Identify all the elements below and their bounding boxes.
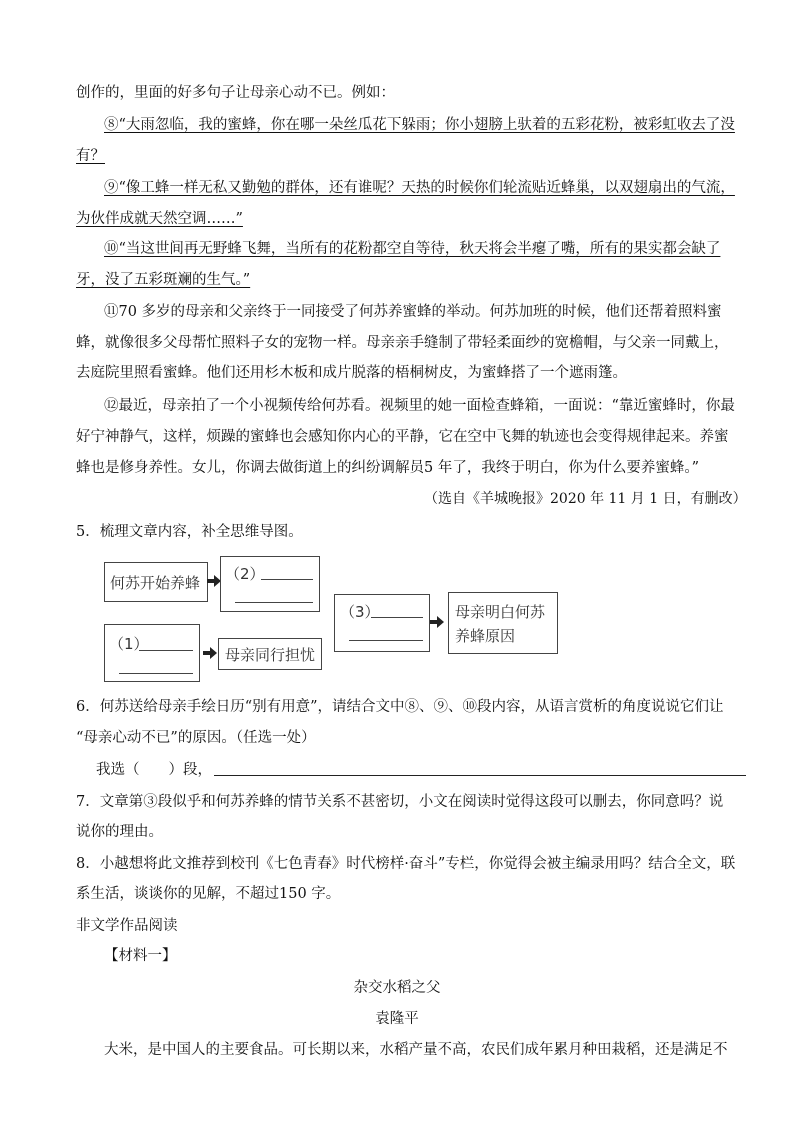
mindmap-box-1-label: （1）: [109, 635, 149, 653]
source-citation: （选自《羊城晚报》2020 年 11 月 1 日，有删改）: [424, 491, 747, 507]
paragraph-11-line-1: ⑪70 多岁的母亲和父亲终于一同接受了何苏养蜜蜂的举动。何苏加班的时候，他们还帮着照料蜜: [104, 304, 722, 320]
paragraph-8-line-1: ⑧“大雨忽临，我的蜜蜂，你在哪一朵丝瓜花下躲雨；你小翅膀上驮着的五彩花粉，被彩虹收去了没: [104, 117, 735, 133]
mindmap-box-1-blank-1[interactable]: [139, 650, 193, 651]
mindmap-box-worry-text: 母亲同行担忧: [225, 646, 316, 664]
mindmap-box-2: [220, 556, 320, 612]
mindmap-box-worry: [218, 638, 322, 670]
mindmap-box-1: [104, 624, 200, 682]
mindmap-box-2-blank-2[interactable]: [235, 602, 313, 603]
mindmap-box-3-blank-1[interactable]: [371, 617, 423, 618]
mindmap-box-start: [104, 562, 208, 602]
paragraph-9-line-2: 为伙伴成就天然空调……”: [76, 211, 243, 227]
paragraph-10-line-2: 牙，没了五彩斑斓的生气。”: [76, 272, 251, 288]
paragraph-8-line-2: 有？: [76, 148, 105, 164]
question-7-line-2: 说你的理由。: [76, 824, 163, 840]
mindmap-box-2-blank-1[interactable]: [261, 579, 313, 580]
section-heading: 非文学作品阅读: [76, 918, 178, 934]
paragraph-11-line-3: 去庭院里照看蜜蜂。他们还用杉木板和成片脱落的梧桐树皮，为蜜蜂搭了一个遮雨篷。: [76, 365, 627, 381]
article-paragraph-1: 大米，是中国人的主要食品。可长期以来，水稻产量不高，农民们成年累月种田栽稻，还是满足不: [104, 1042, 728, 1058]
arrow-right-icon: [203, 647, 217, 659]
mindmap-box-3-blank-2[interactable]: [349, 640, 423, 641]
question-8-line-1: 8．小越想将此文推荐到校刊《七色青春》时代榜样·奋斗”专栏，你觉得会被主编录用吗？结合全文，联: [76, 856, 736, 872]
arrow-right-icon: [430, 616, 444, 628]
article-author: 袁隆平: [375, 1011, 419, 1027]
question-5: 5．梳理文章内容，补全思维导图。: [76, 524, 303, 540]
mindmap-box-start-text: 何苏开始养蜂: [110, 574, 201, 592]
mindmap-box-3-label: （3）: [340, 603, 380, 621]
mindmap-box-end: [448, 592, 558, 654]
question-8-line-2: 系生活，谈谈你的见解，不超过150 字。: [76, 886, 341, 902]
mindmap-box-end-line-1: 母亲明白何苏: [455, 603, 546, 621]
question-6-line-1: 6．何苏送给母亲手绘日历“别有用意”，请结合文中⑧、⑨、⑩段内容，从语言赏析的角度说说它们让: [76, 699, 724, 715]
paragraph-12-line-3: 蜂也是修身养性。女儿，你调去做街道上的纠纷调解员5 年了，我终于明白，你为什么要养蜜蜂。”: [76, 460, 699, 476]
passage-intro: 创作的，里面的好多句子让母亲心动不已。例如：: [76, 85, 395, 101]
arrow-right-icon: [207, 575, 221, 587]
mindmap-box-2-label: （2）: [225, 565, 265, 583]
paragraph-11-line-2: 蜂，就像很多父母帮忙照料子女的宠物一样。母亲亲手缝制了带轻柔面纱的宽檐帽，与父亲一同戴上，: [76, 335, 729, 351]
paragraph-12-line-2: 好宁神静气，这样，烦躁的蜜蜂也会感知你内心的平静，它在空中飞舞的轨迹也会变得规律起来。养蜜: [76, 429, 729, 445]
material-label: 【材料一】: [104, 948, 177, 964]
article-title: 杂交水稻之父: [353, 980, 441, 996]
question-6-line-2: “母亲心动不已”的原因。（任选一处）: [76, 730, 316, 746]
paragraph-10-line-1: ⑩“当这世间再无野蜂飞舞，当所有的花粉都空自等待，秋天将会半瘪了嘴，所有的果实都会缺了: [104, 241, 721, 257]
question-7-line-1: 7．文章第③段似乎和何苏养蜂的情节关系不甚密切，小文在阅读时觉得这段可以删去，你同意吗？说: [76, 794, 724, 810]
question-6-answer-prefix: 我选（ ）段，: [96, 762, 212, 778]
mindmap-box-1-blank-2[interactable]: [119, 673, 193, 674]
mindmap-box-3: [334, 594, 430, 652]
paragraph-9-line-1: ⑨“像工蜂一样无私又勤勉的群体，还有谁呢？天热的时候你们轮流贴近蜂巢，以双翅扇出的气流，: [104, 180, 735, 196]
mindmap-box-end-line-2: 养蜂原因: [455, 627, 516, 645]
paragraph-12-line-1: ⑫最近，母亲拍了一个小视频传给何苏看。视频里的她一面检查蜂箱，一面说：“靠近蜜蜂时，你最: [104, 398, 735, 414]
question-6-answer-line[interactable]: [214, 775, 746, 776]
